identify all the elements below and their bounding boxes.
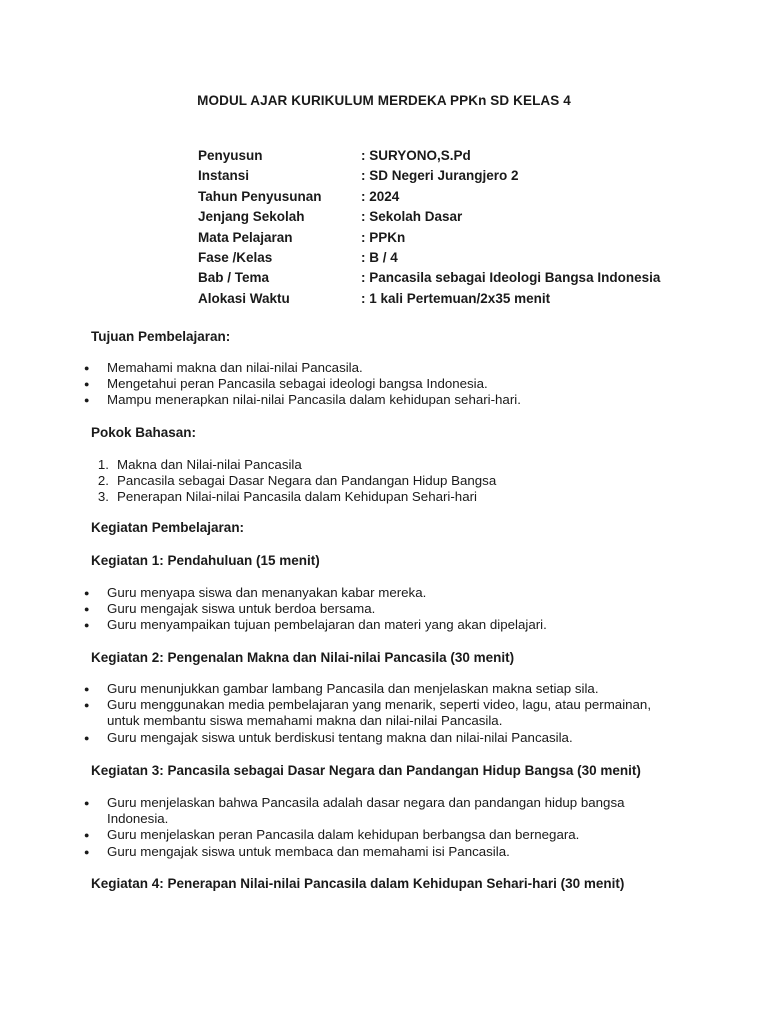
metadata-table — [198, 146, 660, 309]
list-item — [84, 827, 625, 843]
meta-value: : PPKn — [361, 229, 406, 245]
list-item: ● Guru mengajak siswa untuk berdoa bersama. — [84, 601, 547, 617]
list-item — [84, 795, 625, 827]
meta-label: Fase /Kelas — [198, 249, 273, 265]
meta-row-bab — [198, 268, 660, 288]
meta-row-alokasi — [198, 289, 660, 309]
meta-label: Jenjang Sekolah — [198, 209, 305, 225]
item-line: Guru menjelaskan peran Pancasila dalam kehidupan berbangsa dan bernegara. — [107, 827, 580, 843]
kegiatan-3-list — [84, 795, 625, 860]
item-line: Guru mengajak siswa untuk membaca dan memahami isi Pancasila. — [107, 843, 510, 859]
item-number: 3. — [97, 489, 109, 505]
meta-value: : Pancasila sebagai Ideologi Bangsa Indonesia — [361, 270, 661, 286]
meta-row-mapel — [198, 228, 660, 248]
list-item — [84, 730, 651, 746]
meta-value: : SD Negeri Jurangjero 2 — [361, 168, 519, 184]
list-item: ● Guru menyampaikan tujuan pembelajaran dan materi yang akan dipelajari. — [84, 617, 547, 633]
document-title: MODUL AJAR KURIKULUM MERDEKA PPKn SD KELAS 4 — [197, 93, 571, 108]
meta-label: Bab / Tema — [198, 270, 270, 286]
meta-label: Penyusun — [198, 148, 263, 163]
pokok-list — [91, 457, 496, 506]
item-text: Penerapan Nilai-nilai Pancasila dalam Kehidupan Sehari-hari — [117, 489, 477, 505]
item-text: Makna dan Nilai-nilai Pancasila — [117, 457, 302, 472]
list-item: ● Memahami makna dan nilai-nilai Pancasila. — [84, 360, 521, 376]
list-item — [84, 697, 651, 729]
section-heading-tujuan: Tujuan Pembelajaran: — [91, 329, 231, 344]
list-item — [84, 844, 625, 860]
item-line: Guru menunjukkan gambar lambang Pancasila dan menjelaskan makna setiap sila. — [107, 681, 599, 696]
meta-label: Mata Pelajaran — [198, 229, 293, 245]
list-item — [91, 489, 496, 505]
tujuan-list — [84, 360, 521, 409]
kegiatan-2-heading: Kegiatan 2: Pengenalan Makna dan Nilai-nilai Pancasila (30 menit) — [91, 650, 515, 665]
meta-row-tahun — [198, 187, 660, 207]
section-heading-pokok: Pokok Bahasan: — [91, 425, 197, 440]
meta-value: : 1 kali Pertemuan/2x35 menit — [361, 290, 551, 306]
list-item — [91, 457, 496, 473]
list-item: ● Guru menyapa siswa dan menanyakan kabar mereka. — [84, 585, 547, 601]
section-heading-kegiatan: Kegiatan Pembelajaran: — [91, 520, 245, 535]
kegiatan-4-heading: Kegiatan 4: Penerapan Nilai-nilai Pancasila dalam Kehidupan Sehari-hari (30 menit) — [91, 876, 625, 891]
meta-row-jenjang — [198, 207, 660, 227]
kegiatan-3-heading: Kegiatan 3: Pancasila sebagai Dasar Negara dan Pandangan Hidup Bangsa (30 menit) — [91, 763, 641, 778]
meta-row-fase — [198, 248, 660, 268]
item-number: 2. — [97, 473, 109, 489]
item-line: untuk membantu siswa memahami makna dan nilai-nilai Pancasila. — [107, 713, 503, 729]
kegiatan-1-heading: Kegiatan 1: Pendahuluan (15 menit) — [91, 553, 320, 568]
item-line: Indonesia. — [107, 811, 169, 827]
list-item — [84, 681, 651, 697]
item-number: 1. — [97, 457, 109, 472]
list-item: ● Mengetahui peran Pancasila sebagai ideologi bangsa Indonesia. — [84, 376, 521, 392]
kegiatan-1-list — [84, 585, 547, 634]
meta-value: : Sekolah Dasar — [361, 209, 463, 225]
meta-row-instansi — [198, 166, 660, 186]
item-text: Pancasila sebagai Dasar Negara dan Pandangan Hidup Bangsa — [117, 473, 497, 489]
item-line: Guru menggunakan media pembelajaran yang menarik, seperti video, lagu, atau permainan, — [107, 697, 652, 713]
meta-row-penyusun — [198, 146, 660, 166]
meta-label: Tahun Penyusunan — [198, 188, 322, 204]
list-item: ● Mampu menerapkan nilai-nilai Pancasila dalam kehidupan sehari-hari. — [84, 392, 521, 408]
meta-value: : B / 4 — [361, 249, 398, 265]
meta-value: : SURYONO,S.Pd — [361, 148, 471, 163]
item-line: Guru mengajak siswa untuk berdiskusi tentang makna dan nilai-nilai Pancasila. — [107, 729, 573, 745]
list-item — [91, 473, 496, 489]
meta-value: : 2024 — [361, 188, 400, 204]
kegiatan-2-list — [84, 681, 651, 746]
item-line: Guru menjelaskan bahwa Pancasila adalah dasar negara dan pandangan hidup bangsa — [107, 795, 625, 810]
meta-label: Alokasi Waktu — [198, 290, 290, 306]
meta-label: Instansi — [198, 168, 250, 184]
